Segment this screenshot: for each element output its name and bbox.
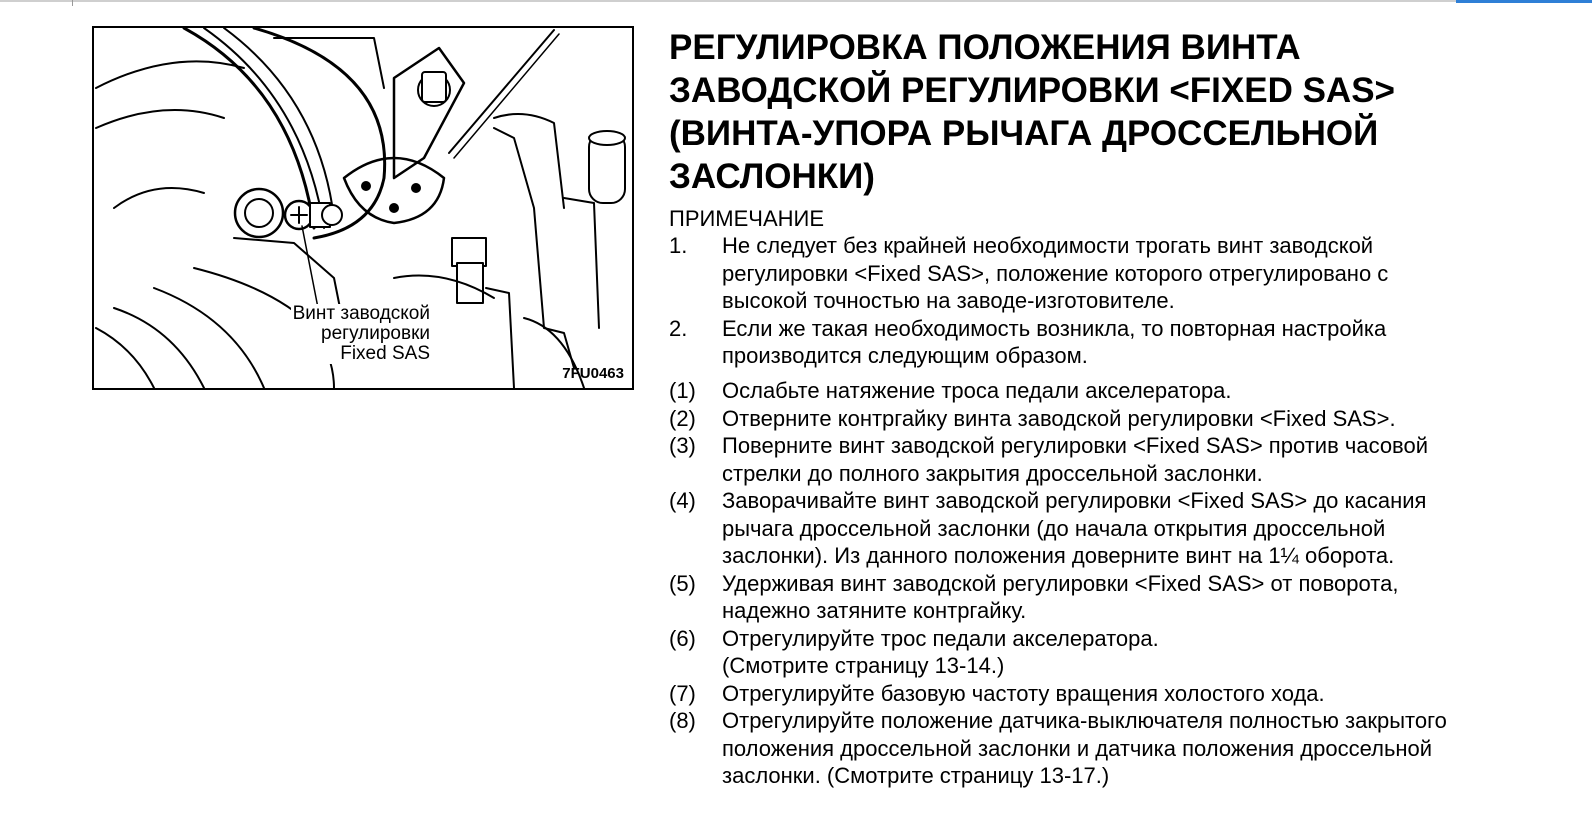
- note-text: [722, 315, 1386, 370]
- note-number: 1.: [669, 233, 688, 258]
- step-text: [722, 405, 1396, 433]
- top-rule: [0, 0, 1592, 2]
- note-line: Не следует без крайней необходимости трогать винт заводской: [722, 233, 1374, 258]
- step-line: Отрегулируйте базовую частоту вращения холостого хода.: [722, 680, 1325, 706]
- page-title: [669, 26, 1569, 198]
- figure-code: 7FU0463: [562, 365, 624, 382]
- notes-list: [669, 232, 1388, 370]
- step-text: [722, 570, 1398, 625]
- title-line-2: ЗАВОДСКОЙ РЕГУЛИРОВКИ <FIXED SAS>: [669, 71, 1395, 110]
- step-text: [722, 680, 1325, 708]
- step-number: (8): [669, 708, 696, 733]
- step-line: положения дроссельной заслонки и датчика положения дроссельной: [722, 735, 1433, 761]
- step-item: [669, 707, 1447, 790]
- step-number: (7): [669, 680, 696, 706]
- step-item: [669, 377, 1447, 405]
- step-item: [669, 680, 1447, 708]
- step-line: Заворачивайте винт заводской регулировки <Fixed SAS> до касания: [722, 488, 1427, 513]
- top-accent-bar: [1456, 0, 1592, 3]
- step-line: рычага дроссельной заслонки (до начала открытия дроссельной: [722, 515, 1386, 541]
- step-line: Поверните винт заводской регулировки <Fixed SAS> против часовой: [722, 433, 1429, 458]
- step-number: (6): [669, 625, 696, 651]
- step-line: Отверните контргайку винта заводской регулировки <Fixed SAS>.: [722, 405, 1396, 431]
- step-line: надежно затяните контргайку.: [722, 598, 1027, 623]
- throttle-body-illustration: [92, 26, 634, 390]
- note-item: [669, 232, 1388, 315]
- step-line: (Смотрите страницу 13-14.): [722, 653, 1005, 678]
- step-item: [669, 487, 1447, 570]
- step-line: Отрегулируйте трос педали акселератора.: [722, 625, 1159, 651]
- step-number: (2): [669, 405, 696, 431]
- step-number: (1): [669, 378, 696, 403]
- step-line: Удерживая винт заводской регулировки <Fixed SAS> от поворота,: [722, 570, 1399, 596]
- note-number: 2.: [669, 315, 688, 341]
- title-line-1: РЕГУЛИРОВКА ПОЛОЖЕНИЯ ВИНТА: [669, 28, 1301, 67]
- note-line: производится следующим образом.: [722, 343, 1088, 368]
- step-line: Ослабьте натяжение троса педали акселератора.: [722, 378, 1232, 403]
- step-number: (3): [669, 433, 696, 458]
- step-item: [669, 432, 1447, 487]
- step-text: [722, 377, 1232, 405]
- callout-line-1: Винт заводской: [292, 303, 430, 324]
- note-text: [722, 232, 1388, 315]
- step-line: заслонки. (Смотрите страницу 13-17.): [722, 763, 1110, 788]
- note-line: высокой точностью на заводе-изготовителе.: [722, 288, 1175, 313]
- screw-callout-label: [291, 304, 432, 364]
- step-line: стрелки до полного закрытия дроссельной заслонки.: [722, 460, 1263, 486]
- step-line: заслонки). Из данного положения доверните винт на 1¼ оборота.: [722, 543, 1395, 568]
- step-text: [722, 432, 1428, 487]
- note-heading: ПРИМЕЧАНИЕ: [669, 206, 825, 231]
- step-line: Отрегулируйте положение датчика-выключателя полностью закрытого: [722, 708, 1447, 733]
- note-line: Если же такая необходимость возникла, то повторная настройка: [722, 315, 1387, 341]
- note-item: [669, 315, 1388, 370]
- callout-line-2: регулировки: [321, 323, 430, 344]
- title-line-4: ЗАСЛОНКИ): [669, 157, 875, 196]
- step-text: [722, 625, 1159, 680]
- steps-list: [669, 377, 1447, 790]
- left-rule: [72, 0, 73, 6]
- note-line: регулировки <Fixed SAS>, положение которого отрегулировано с: [722, 260, 1389, 286]
- title-line-3: (ВИНТА-УПОРА РЫЧАГА ДРОССЕЛЬНОЙ: [669, 114, 1379, 153]
- step-number: (5): [669, 570, 696, 596]
- step-item: [669, 625, 1447, 680]
- step-text: [722, 487, 1426, 570]
- callout-line-3: Fixed SAS: [340, 343, 430, 364]
- step-item: [669, 570, 1447, 625]
- step-number: (4): [669, 488, 696, 513]
- step-text: [722, 707, 1447, 790]
- step-item: [669, 405, 1447, 433]
